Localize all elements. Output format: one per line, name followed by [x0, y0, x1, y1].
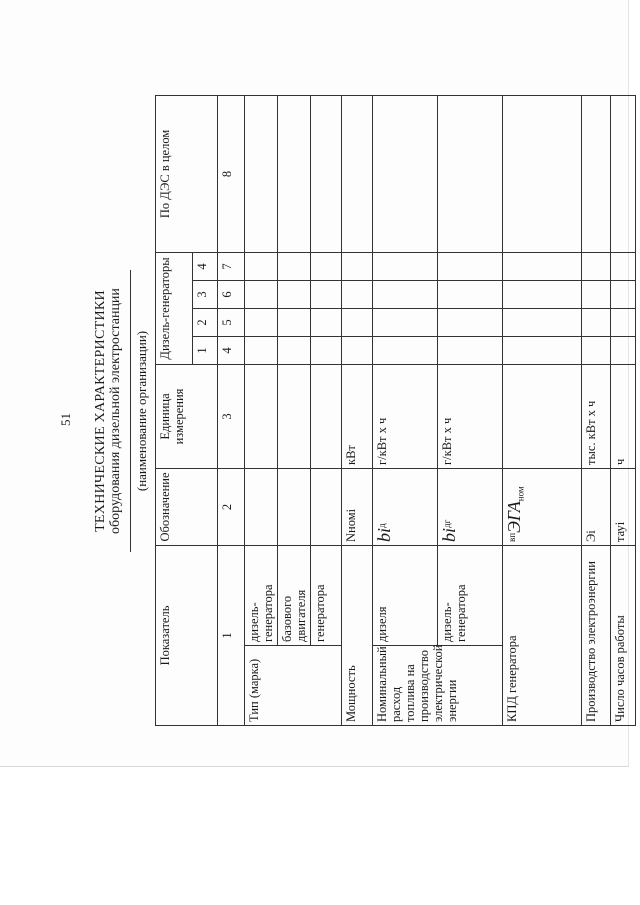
document-title: ТЕХНИЧЕСКИЕ ХАРАКТЕРИСТИКИ — [93, 290, 108, 532]
table-row — [311, 95, 342, 725]
col-number-cell: 5 — [218, 308, 245, 336]
fuel-label: Номинальный расход топлива на производство электрической энергии — [373, 646, 503, 726]
header-unit: Единица измерения — [156, 364, 218, 468]
type-sub-label: базового двигателя — [278, 545, 311, 645]
header-indicator: Показатель — [156, 545, 218, 725]
column-numbers-row — [218, 95, 245, 725]
col-number-cell: 4 — [218, 336, 245, 364]
gen-number-cell: 4 — [193, 252, 218, 280]
fuel-sub-label: дизеля — [373, 545, 438, 645]
col-number-cell: 3 — [218, 364, 245, 468]
header-designation: Обозначение — [156, 468, 218, 545]
document-subtitle: оборудования дизельной электростанции — [108, 288, 123, 534]
production-unit: тыс. кВт х ч — [582, 364, 611, 468]
col-number-cell: 6 — [218, 280, 245, 308]
power-unit: кВт — [342, 364, 373, 468]
page-number: 51 — [58, 413, 73, 426]
col-number-cell: 8 — [218, 95, 245, 252]
fuel-symbol: $bi^{дг}$ — [438, 468, 503, 545]
table-row — [245, 95, 278, 725]
table-row — [582, 95, 611, 725]
type-label: Тип (марка) — [245, 646, 342, 726]
header-station: По ДЭС в целом — [156, 95, 218, 252]
characteristics-table — [155, 95, 636, 726]
table-row — [373, 95, 438, 725]
organization-caption: (наименование организации) — [134, 330, 149, 492]
table-row — [438, 95, 503, 725]
hours-label: Число часов работы — [611, 545, 636, 725]
production-symbol: Эi — [582, 468, 611, 545]
table-row — [278, 95, 311, 725]
kpd-symbol: $^{вп}ЭГА_{ном}$ — [503, 468, 582, 545]
power-symbol: Nномi — [342, 468, 373, 545]
gen-number-cell: 2 — [193, 308, 218, 336]
col-number-cell: 1 — [218, 545, 245, 725]
hours-symbol: тауi — [611, 468, 636, 545]
fuel-sub-label: дизель-генератора — [438, 545, 503, 645]
organization-line — [130, 270, 131, 552]
production-label: Производство электроэнергии — [582, 545, 611, 725]
type-sub-label: дизель-генератора — [245, 545, 278, 645]
col-number-cell: 2 — [218, 468, 245, 545]
header-row — [156, 95, 193, 725]
kpd-label: КПД генератора — [503, 545, 582, 725]
type-sub-label: генератора — [311, 545, 342, 645]
header-generators: Дизель-генераторы — [156, 252, 193, 364]
gen-number-cell: 1 — [193, 336, 218, 364]
gen-number-cell: 3 — [193, 280, 218, 308]
col-number-cell: 7 — [218, 252, 245, 280]
rotated-content — [22, 96, 627, 726]
table-row — [611, 95, 636, 725]
fuel-unit: г/кВт х ч — [373, 364, 438, 468]
hours-unit: ч — [611, 364, 636, 468]
power-label: Мощность — [342, 545, 373, 725]
fuel-unit: г/кВт х ч — [438, 364, 503, 468]
fuel-symbol: $bi^д$ — [373, 468, 438, 545]
table-row — [503, 95, 582, 725]
table-row — [342, 95, 373, 725]
